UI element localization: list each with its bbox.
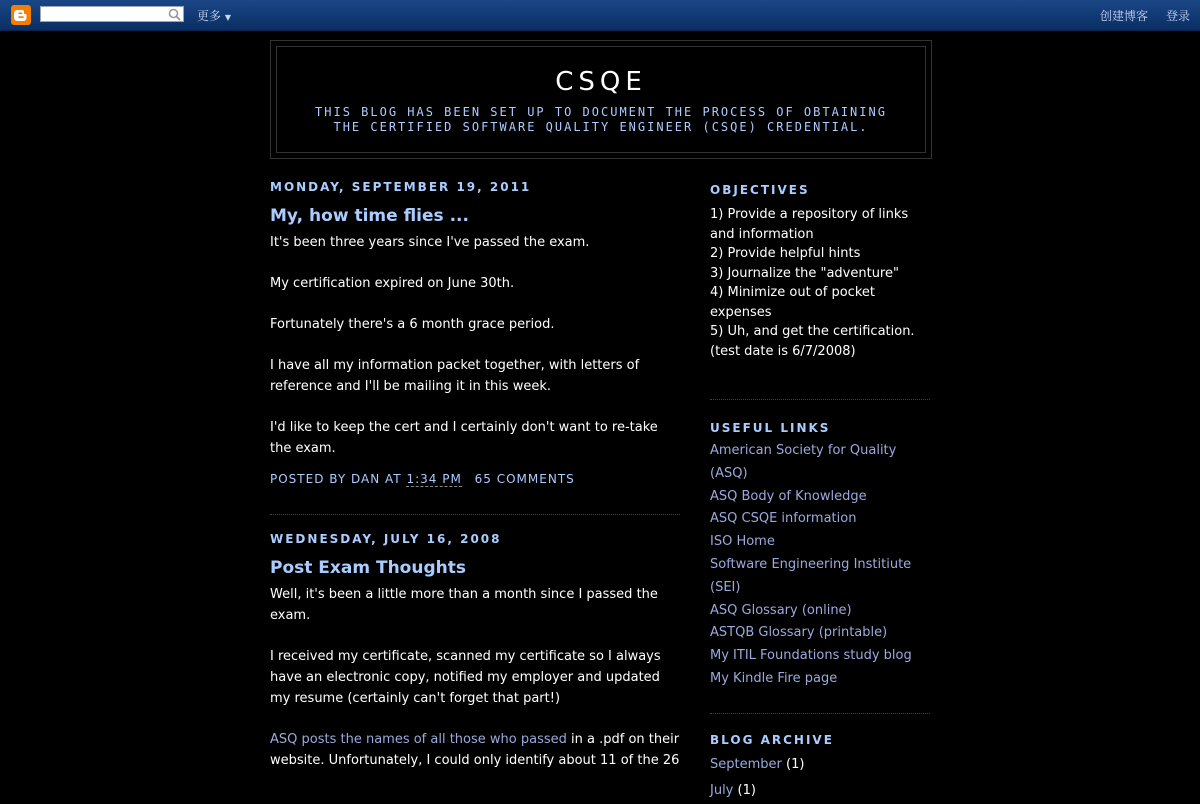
link-sei[interactable]: Software Engineering Institiute (SEI)	[710, 556, 912, 595]
sidebar	[710, 180, 930, 804]
objectives-widget	[710, 180, 930, 361]
post-divider	[270, 514, 680, 515]
posted-by-label: POSTED BY DAN AT	[270, 472, 402, 486]
blogger-logo-icon[interactable]	[11, 5, 31, 25]
more-menu[interactable]	[197, 7, 231, 24]
post-timestamp-link[interactable]: 1:34 PM	[406, 472, 462, 486]
main-column	[270, 180, 680, 791]
useful-links-heading: USEFUL LINKS	[710, 421, 831, 435]
post-paragraph: My certification expired on June 30th.	[270, 276, 515, 291]
post-paragraph: It's been three years since I've passed the exam.	[270, 235, 590, 250]
objectives-heading: OBJECTIVES	[710, 183, 810, 197]
post-paragraph	[270, 729, 680, 771]
login-link[interactable]: 登录	[1166, 9, 1191, 23]
link-astqb-glossary[interactable]: ASTQB Glossary (printable)	[710, 625, 888, 641]
blogger-navbar	[0, 0, 1200, 31]
create-blog-link[interactable]: 创建博客	[1100, 9, 1149, 23]
post-paragraph: I received my certificate, scanned my certificate so I always have an electronic copy, notified my employer and updated my resume (certainly can't forget that part!)	[270, 649, 661, 706]
post-paragraph-text: in a .pdf on their website. Unfortunately, I could only identify about 11 of the 26	[270, 732, 680, 768]
search-input[interactable]	[40, 6, 184, 22]
link-itil-blog[interactable]: My ITIL Foundations study blog	[710, 648, 912, 664]
more-label: 更多	[197, 9, 222, 23]
chevron-down-icon: ▼	[224, 13, 231, 22]
post-date: WEDNESDAY, JULY 16, 2008	[270, 532, 502, 546]
asq-passed-names-link[interactable]: ASQ posts the names of all those who passed	[270, 732, 567, 747]
post-title-link[interactable]: Post Exam Thoughts	[270, 558, 466, 578]
link-iso-home[interactable]: ISO Home	[710, 534, 775, 550]
blog-archive-widget	[710, 730, 930, 804]
link-asq[interactable]: American Society for Quality (ASQ)	[710, 443, 897, 481]
post-paragraph: Fortunately there's a 6 month grace period.	[270, 317, 555, 332]
link-asq-glossary[interactable]: ASQ Glossary (online)	[710, 602, 852, 618]
post-paragraph: I have all my information packet together, with letters of reference and I'll be mailing it in this week.	[270, 358, 640, 394]
post	[270, 180, 680, 486]
objectives-text: 1) Provide a repository of links and information 2) Provide helpful hints 3) Journalize the "adventure" 4) Minimize out of pocket expenses 5) Uh, and get the certification. (test date is 6/7/2008)	[710, 207, 915, 359]
link-kindle-page[interactable]: My Kindle Fire page	[710, 670, 838, 686]
blog-title[interactable]: CSQE	[555, 67, 647, 97]
blog-header	[276, 46, 926, 153]
archive-month-link[interactable]: September	[710, 756, 782, 772]
post-date: MONDAY, SEPTEMBER 19, 2011	[270, 180, 532, 194]
blog-description: THIS BLOG HAS BEEN SET UP TO DOCUMENT THE PROCESS OF OBTAINING THE CERTIFIED SOFTWARE QUALITY ENGINEER (CSQE) CREDENTIAL.	[315, 105, 887, 134]
post-title-link[interactable]: My, how time flies ...	[270, 206, 469, 226]
useful-links-list	[710, 440, 930, 691]
archive-month-link[interactable]: July	[710, 782, 734, 798]
comments-link[interactable]: 65 COMMENTS	[474, 472, 575, 486]
search-icon[interactable]	[168, 8, 181, 21]
archive-list	[710, 752, 930, 804]
blog-archive-heading: BLOG ARCHIVE	[710, 732, 834, 747]
archive-count: (1)	[786, 756, 805, 772]
sidebar-divider	[710, 399, 930, 400]
post-paragraph: Well, it's been a little more than a month since I passed the exam.	[270, 587, 658, 623]
post	[270, 532, 680, 771]
post-body	[270, 584, 680, 771]
archive-item	[710, 778, 930, 804]
link-asq-csqe[interactable]: ASQ CSQE information	[710, 511, 857, 527]
post-body	[270, 232, 680, 459]
sidebar-divider	[710, 713, 930, 714]
post-footer	[270, 472, 680, 486]
post-paragraph: I'd like to keep the cert and I certainly don't want to re-take the exam.	[270, 420, 658, 456]
archive-count: (1)	[737, 782, 756, 798]
archive-item	[710, 752, 930, 778]
useful-links-widget	[710, 418, 930, 691]
link-asq-bok[interactable]: ASQ Body of Knowledge	[710, 488, 867, 504]
